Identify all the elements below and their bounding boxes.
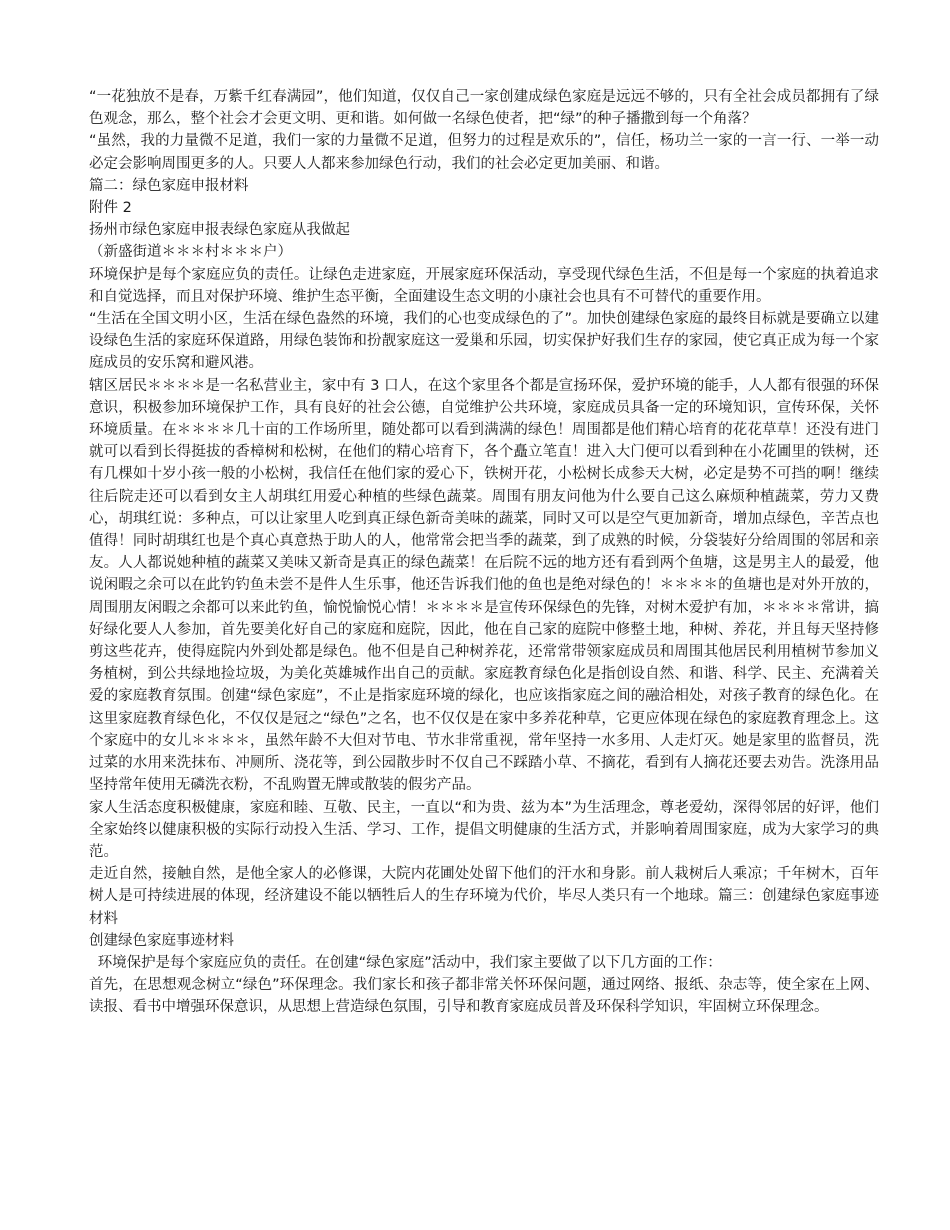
paragraph-resident-story: 辖区居民＊＊＊＊是一名私营业主，家中有 3 口人，在这个家里各个都是宣扬环保，爱护环境的能手，人人都有很强的环保意识，积极参加环境保护工作，具有良好的社会公德，自觉维护公共环境，家庭成员具备一定的环境知识，宣传环保，关怀环境质量。在＊＊＊＊几十亩的工作场所里，随处都可以看到满满的绿色！周围都是他们精心培育的花花草草！还没有进门就可以看到长得挺拔的香樟树和松树，在他们的精心培育下，各个矗立笔直！进入大门便可以看到种在小花圃里的铁树，还有几棵如十岁小孩一般的小松树，我信任在他们家的爱心下，铁树开花，小松树长成参天大树，必定是势不可挡的啊！继续往后院走还可以看到女主人胡琪红用爱心种植的些绿色蔬菜。周围有朋友问他为什么要自己这么麻烦种植蔬菜，劳力又费心，胡琪红说：多种点，可以让家里人吃到真正绿色新奇美味的蔬菜，同时又可以是空气更加新奇，增加点绿色，辛苦点也值得！同时胡琪红也是个真心真意热于助人的人，他常常会把当季的蔬菜，到了成熟的时候，分袋装好分给周围的邻居和亲友。人人都说她种植的蔬菜又美味又新奇是真正的绿色蔬菜！在后院不远的地方还有看到两个鱼塘，这是男主人的最爱，他说闲暇之余可以在此钓钓鱼未尝不是件人生乐事，他还告诉我们他的鱼也是绝对绿色的！＊＊＊＊的鱼塘也是对外开放的，周围朋友闲暇之余都可以来此钓鱼，愉悦愉悦心情！＊＊＊＊是宣传环保绿色的先锋，对树木爱护有加，＊＊＊＊常讲，搞好绿化要人人参加，首先要美化好自己的家庭和庭院，因此，他在自己家的庭院中修整土地，种树、养花，并且每天坚持修剪这些花卉，使得庭院内外到处都是绿色。他不但是自己种树养花，还常常带领家庭成员和周围其他居民利用植树节参加义务植树，到公共绿地捡垃圾，为美化英雄城作出自己的贡献。家庭教育绿色化是指创设自然、和谐、科学、民主、充满着关爱的家庭教育氛围。创建“绿色家庭”，不止是指家庭环境的绿化，也应该指家庭之间的融洽相处，对孩子教育的绿色化。在这里家庭教育绿色化，不仅仅是冠之“绿色”之名，也不仅仅是在家中多养花种草，它更应体现在绿色的家庭教育理念上。这个家庭中的女儿＊＊＊＊，虽然年龄不大但对节电、节水非常重视，常年坚持一水多用、人走灯灭。她是家里的监督员，洗过菜的水用来洗抹布、冲厕所、浇花等，到公园散步时不仅自己不踩踏小草、不摘花，看到有人摘花还要去劝告。洗涤用品坚持常年使用无磷洗衣粉，不乱购置无牌或散装的假劣产品。 (89, 377, 879, 794)
paragraph-first-point: 首先，在思想观念树立“绿色”环保理念。我们家长和孩子都非常关怀环保问题，通过网络、报纸、杂志等，使全家在上网、读报、看书中增强环保意识，从思想上营造绿色氛围，引导和教育家庭成员普及环保科学知识，牢固树立环保理念。 (89, 977, 879, 1016)
form-title: 扬州市绿色家庭申报表绿色家庭从我做起 (89, 222, 350, 239)
section-heading-3: 创建绿色家庭事迹材料 (89, 932, 234, 949)
paragraph-responsibility: 环境保护是每个家庭应负的责任。让绿色走进家庭，开展家庭环保活动，享受现代绿色生活，不但是每一个家庭的执着追求和自觉选择，而且对保护环境、维护生态平衡，全面建设生态文明的小康社会也具有不可替代的重要作用。 (89, 266, 879, 305)
paragraph-nature: 走近自然，接触自然，是他全家人的必修课，大院内花圃处处留下他们的汗水和身影。前人栽树后人乘凉；千年树木，百年树人是可持续进展的体现，经济建设不能以牺牲后人的生存环境为代价，毕尽人类只有一个地球。篇三：创建绿色家庭事迹材料 (89, 866, 879, 927)
paragraph-family-attitude: 家人生活态度积极健康，家庭和睦、互敬、民主，一直以“和为贵、兹为本”为生活理念，尊老爱幼，深得邻居的好评，他们全家始终以健康积极的实际行动投入生活、学习、工作，提倡文明健康的生活方式，并影响着周围家庭，成为大家学习的典范。 (89, 799, 879, 860)
address-line: （新盛街道＊＊＊村＊＊＊户） (89, 244, 292, 261)
document-body (89, 86, 879, 1019)
paragraph-family-quote: “虽然，我的力量微不足道，我们一家的力量微不足道，但努力的过程是欢乐的”，信任，杨功兰一家的一言一行、一举一动必定会影响周围更多的人。只要人人都来参加绿色行动，我们的社会必定更加美丽、和谐。 (89, 133, 879, 172)
attachment-label: 附件 2 (89, 200, 132, 217)
paragraph-intro-quote: “一花独放不是春，万紫千红春满园”，他们知道，仅仅自己一家创建成绿色家庭是远远不够的，只有全社会成员都拥有了绿色观念，那么，整个社会才会更文明、更和谐。如何做一名绿色使者，把“绿”的种子播撒到每一个角落？ (89, 89, 879, 128)
paragraph-work-intro: 环境保护是每个家庭应负的责任。在创建“绿色家庭”活动中，我们家主要做了以下几方面的工作： (97, 954, 722, 971)
paragraph-civilized-community: “生活在全国文明小区，生活在绿色盎然的环境，我们的心也变成绿色的了”。加快创建绿色家庭的最终目标就是要确立以建设绿色生活的家庭环保道路，用绿色装饰和扮靓家庭这一爱巢和乐园，切实保护好我们生存的家园，使它真正成为每一个家庭成员的安乐窝和避风港。 (89, 311, 879, 372)
section-heading-2: 篇二：绿色家庭申报材料 (89, 177, 249, 194)
